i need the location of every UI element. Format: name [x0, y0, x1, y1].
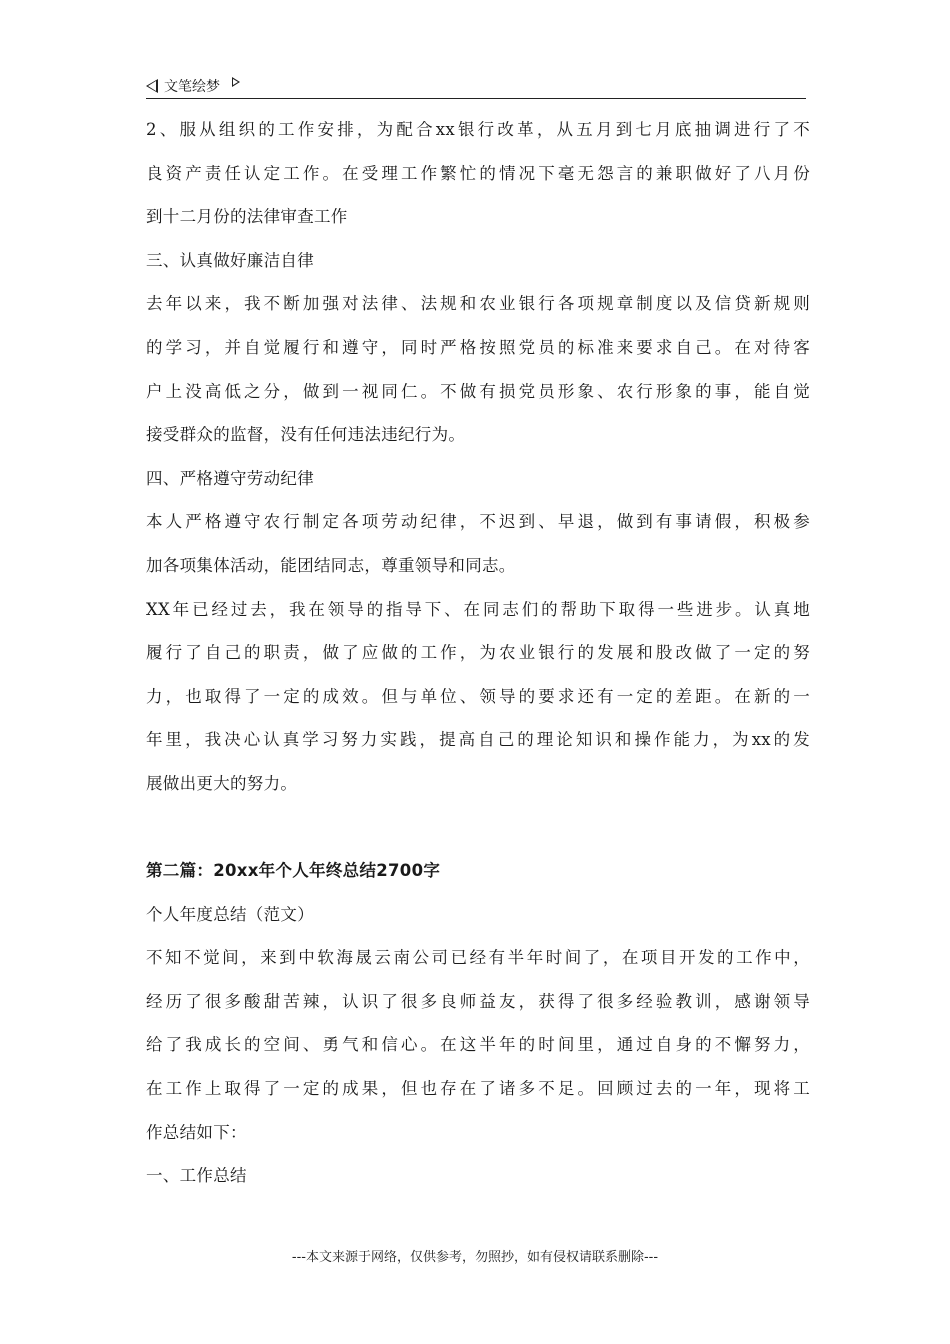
- paragraph-line: XX年已经过去，我在领导的指导下、在同志们的帮助下取得一些进步。认真地: [146, 599, 810, 619]
- paragraph-line: 给了我成长的空间、勇气和信心。在这半年的时间里，通过自身的不懈努力，: [146, 1035, 810, 1055]
- section-title: 第二篇：20xx年个人年终总结2700字: [146, 861, 441, 881]
- paragraph-line: 力，也取得了一定的成效。但与单位、领导的要求还有一定的差距。在新的一: [146, 686, 810, 706]
- subtitle: 个人年度总结（范文）: [146, 904, 314, 924]
- paragraph-line: 去年以来，我不断加强对法律、法规和农业银行各项规章制度以及信贷新规则: [146, 294, 810, 314]
- paragraph-line: 不知不觉间，来到中软海晟云南公司已经有半年时间了，在项目开发的工作中，: [146, 948, 810, 968]
- paragraph-line: 户上没高低之分，做到一视同仁。不做有损党员形象、农行形象的事，能自觉: [146, 381, 810, 401]
- paragraph-line: 到十二月份的法律审查工作: [146, 207, 348, 227]
- footer-notice: ---本文来源于网络，仅供参考，勿照抄，如有侵权请联系删除---: [291, 1250, 659, 1265]
- paragraph-line: 年里，我决心认真学习努力实践，提高自己的理论知识和操作能力，为xx的发: [146, 730, 810, 750]
- paragraph-line: 良资产责任认定工作。在受理工作繁忙的情况下毫无怨言的兼职做好了八月份: [146, 163, 810, 183]
- section-heading: 四、严格遵守劳动纪律: [146, 468, 314, 488]
- paragraph-line: 2、服从组织的工作安排，为配合xx银行改革，从五月到七月底抽调进行了不: [146, 120, 810, 139]
- paragraph-line: 本人严格遵守农行制定各项劳动纪律，不迟到、早退，做到有事请假，积极参: [146, 512, 810, 532]
- section-heading: 三、认真做好廉洁自律: [146, 250, 314, 270]
- paragraph-line: 履行了自己的职责，做了应做的工作，为农业银行的发展和股改做了一定的努: [146, 643, 810, 663]
- page-header: [146, 74, 806, 99]
- left-triangle-icon: [146, 79, 158, 93]
- paragraph-line: 作总结如下：: [146, 1122, 247, 1142]
- document-body: [146, 108, 810, 1198]
- paragraph-line: 的学习，并自觉履行和遵守，同时严格按照党员的标准来要求自己。在对待客: [146, 337, 810, 357]
- paragraph-line: 展做出更大的努力。: [146, 773, 298, 793]
- paragraph-line: 在工作上取得了一定的成果，但也存在了诸多不足。回顾过去的一年，现将工: [146, 1079, 810, 1099]
- header-title: 文笔绘梦: [164, 79, 220, 95]
- paragraph-line: 加各项集体活动，能团结同志，尊重领导和同志。: [146, 555, 516, 575]
- paragraph-line: 接受群众的监督，没有任何违法违纪行为。: [146, 425, 466, 445]
- right-triangle-icon: [232, 77, 240, 87]
- paragraph-line: 经历了很多酸甜苦辣，认识了很多良师益友，获得了很多经验教训，感谢领导: [146, 991, 810, 1011]
- section-heading: 一、工作总结: [146, 1166, 247, 1186]
- blank-gap: [146, 806, 810, 850]
